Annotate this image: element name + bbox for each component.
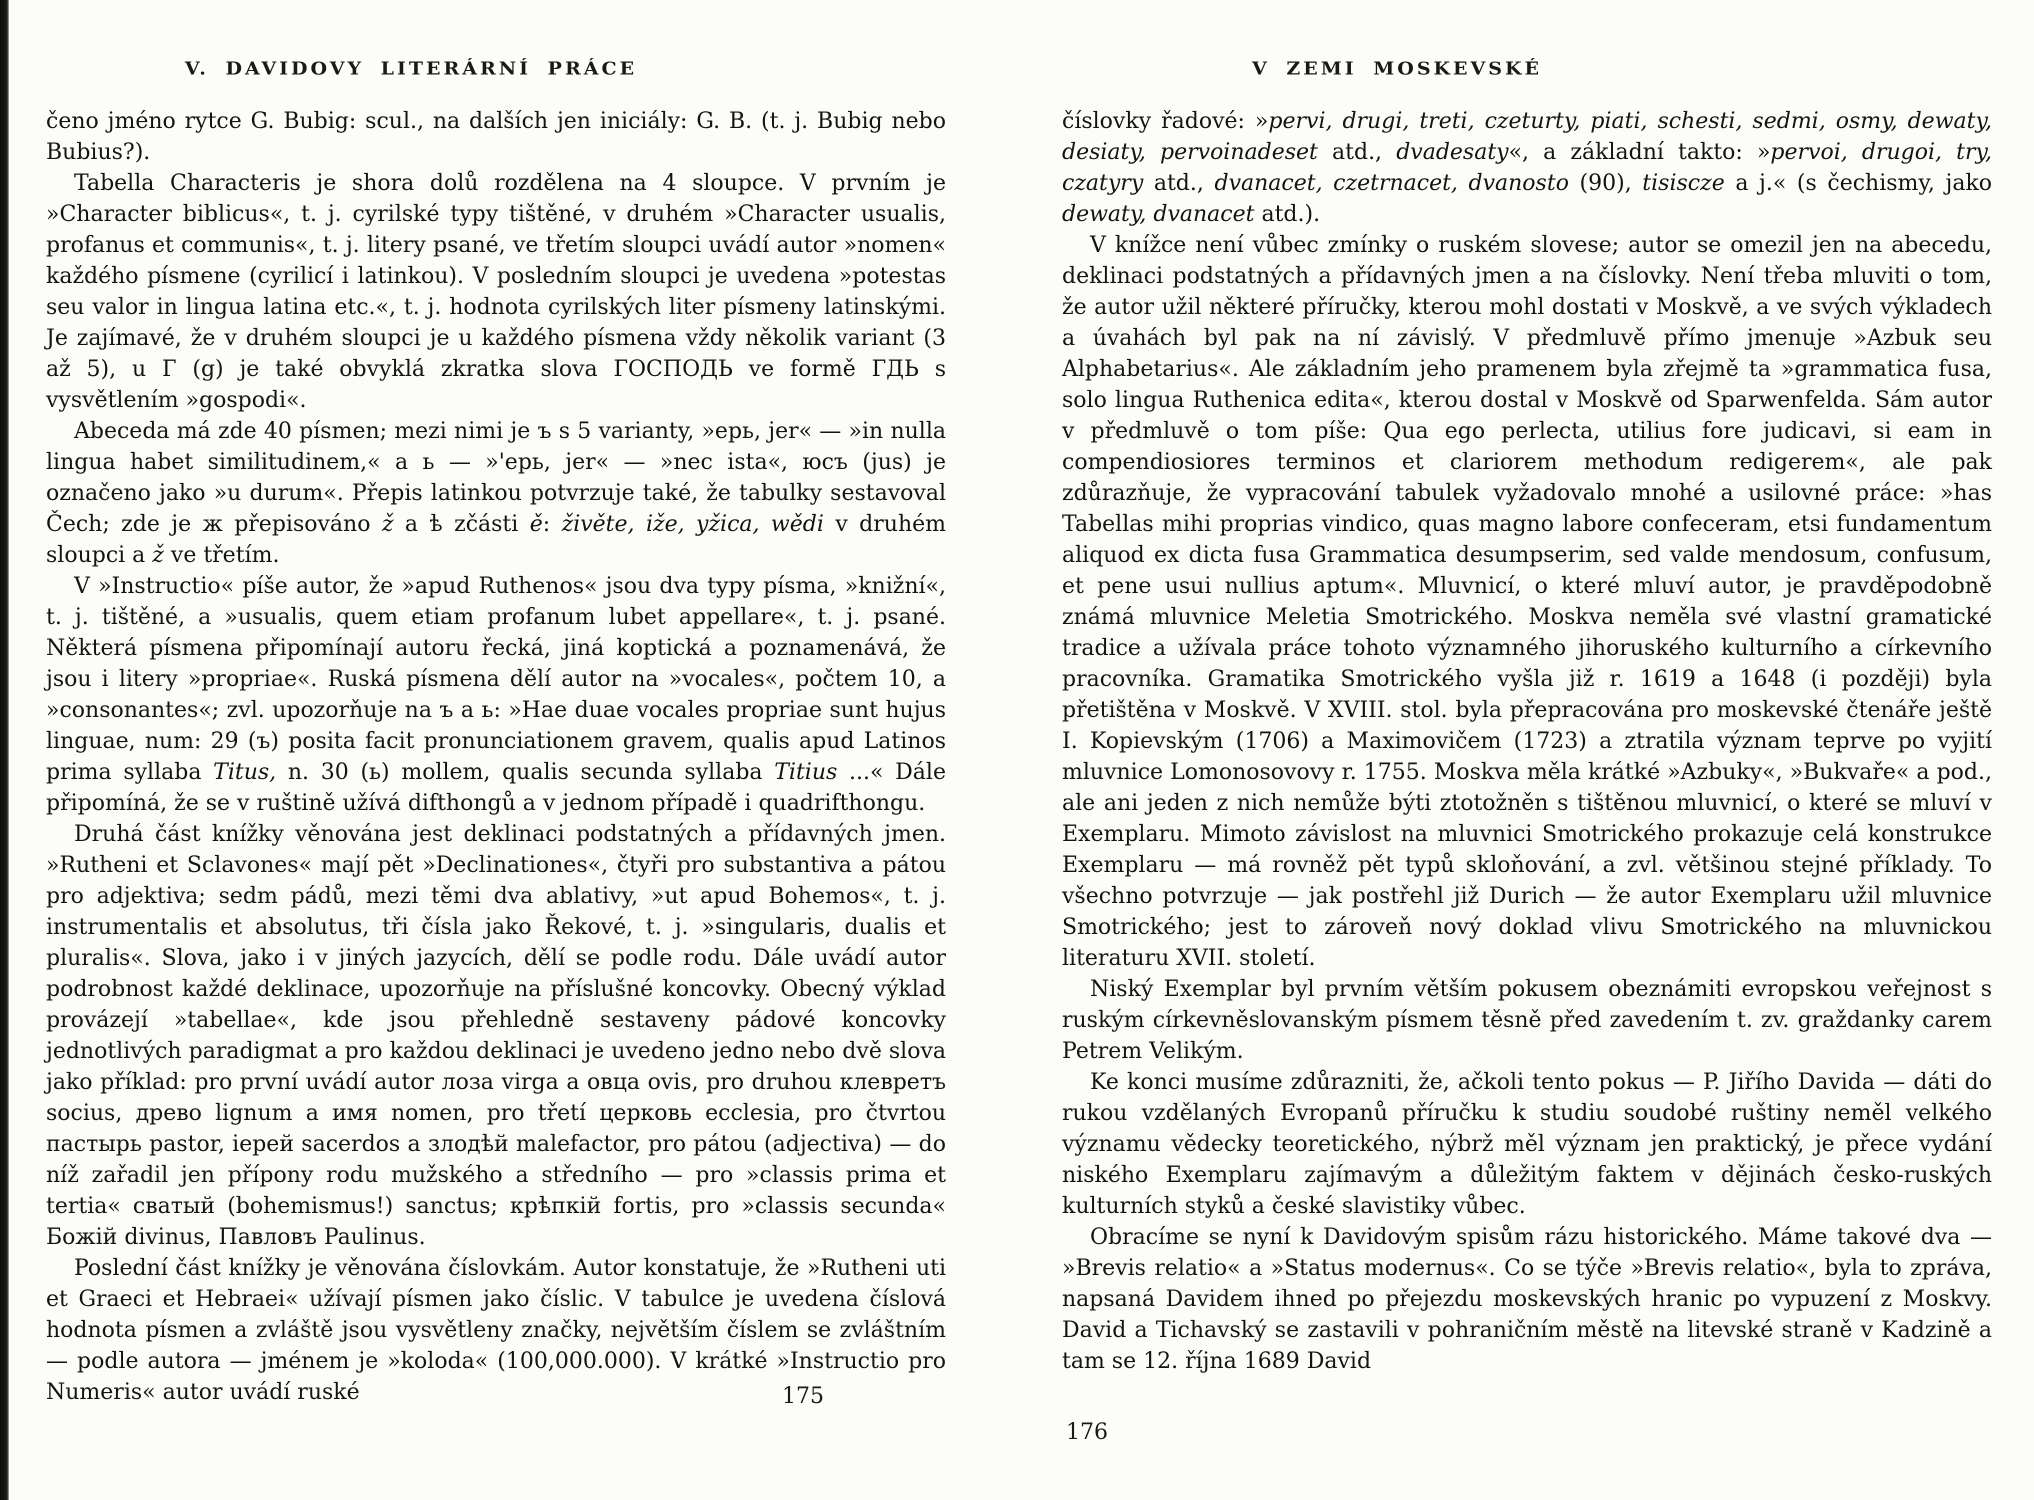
- text-segment: atd.,: [1317, 140, 1397, 165]
- text-segment: dvadesaty: [1396, 140, 1509, 165]
- paragraph: [46, 819, 946, 1253]
- right-page-body: [1062, 106, 1992, 1377]
- paragraph: [46, 571, 946, 819]
- left-page-body: [46, 106, 946, 1408]
- text-segment: ě: [529, 512, 543, 537]
- paragraph: [46, 416, 946, 571]
- paragraph: [1062, 1222, 1992, 1377]
- right-page: [1062, 58, 1992, 1377]
- text-segment: pervi, drugi, treti, czeturty, piati, schesti, sedmi, osmy, dewaty, desiaty, pervoinadeset: [1062, 109, 1992, 165]
- left-page-number: 175: [782, 1384, 824, 1409]
- text-segment: ...« Dále připomíná, že se v ruštině užívá difthongů a v jednom případě i quadrifthongu.: [46, 760, 946, 816]
- paragraph: [46, 106, 946, 168]
- text-segment: živěte, iže, yžica, wědi: [561, 512, 824, 537]
- left-page: [46, 58, 946, 1408]
- paragraph: [1062, 1067, 1992, 1222]
- text-segment: Tabella Characteris je shora dolů rozdělena na 4 sloupce. V prvním je »Character biblicus«, t. j. cyrilské typy tištěné, v druhém »Character usualis, profanus et communis«, t. j. litery psané, ve třetím sloupci uvádí autor »nomen« každého písmene (cyrilicí i latinkou). V posledním sloupci je uvedena »potestas seu valor in lingua latina etc.«, t. j. hodnota cyrilských liter písmeny latinskými. Je zajímavé, že v druhém sloupci je u každého písmena vždy několik variant (3 až 5), u Г (g) je také obvyklá zkratka slova ГОСПОДЬ ve formě ГДЬ s vysvětlením »gospodi«.: [46, 171, 946, 413]
- text-segment: ž: [152, 543, 164, 568]
- text-segment: dewaty, dvanacet: [1062, 202, 1255, 227]
- text-segment: Niský Exemplar byl prvním větším pokusem obeznámiti evropskou veřejnost s ruským církevněslovanským písmem těsně před zavedením t. zv. graždanky carem Petrem Velikým.: [1062, 977, 1992, 1064]
- text-segment: Abeceda má zde 40 písmen; mezi nimi je ъ s 5 varianty, »ерь, jer« — »in nulla lingua habet similitudinem,« a ь — »'ерь, jer« — »nec ista«, юсъ (jus) je označeno jako »u durum«. Přepis latinkou potvrzuje také, že tabulky sestavoval Čech; zde je ж přepisováno: [46, 419, 946, 537]
- text-segment: Druhá část knížky věnována jest deklinaci podstatných a přídavných jmen. »Rutheni et Sclavones« mají pět »Declinationes«, čtyři pro substantiva a pátou pro adjektiva; sedm pádů, mezi těmi dva ablativy, »ut apud Bohemos«, t. j. instrumentalis et absolutus, tři čísla jako Řekové, t. j. »singularis, dualis et pluralis«. Slova, jako i v jiných jazycích, dělí se podle rodu. Dále uvádí autor podrobnost každé deklinace, upozorňuje na příslušné koncovky. Obecný výklad provázejí »tabellae«, kde jsou přehledně sestaveny pádové koncovky jednotlivých paradigmat a pro každou deklinaci je uvedeno jedno nebo dvě slova jako příklad: pro první uvádí autor лоза virga a овца ovis, pro druhou клевретъ socius, древо lignum a имя nomen, pro třetí церковь ecclesia, pro čtvrtou пастырь pastor, іерей sacerdos a злодѣй malefactor, pro pátou (adjectiva) — do níž zařadil jen přípony rodu mužského a středního — pro »classis prima et tertia« сватый (bohemismus!) sanctus; крѣпкій fortis, pro »classis secunda« Божій divinus, Павловъ Paulinus.: [46, 822, 946, 1250]
- text-segment: n. 30 (ь) mollem, qualis secunda syllaba: [276, 760, 775, 785]
- text-segment: Obracíme se nyní k Davidovým spisům rázu historického. Máme takové dva — »Brevis relatio« a »Status modernus«. Co se týče »Brevis relatio«, byla to zpráva, napsaná Davidem ihned po přejezdu moskevských hranic po vypuzení z Moskvy. David a Tichavský se zastavili v pohraničním městě na litevské straně v Kadzině a tam se 12. října 1689 David: [1062, 1225, 1992, 1374]
- text-segment: atd.,: [1143, 171, 1215, 196]
- text-segment: (90),: [1568, 171, 1643, 196]
- text-segment: ve třetím.: [163, 543, 280, 568]
- text-segment: v druhém sloupci a: [46, 512, 946, 568]
- text-segment: atd.).: [1254, 202, 1321, 227]
- paragraph: [46, 168, 946, 416]
- text-segment: čeno jméno rytce G. Bubig: scul., na dalších jen iniciály: G. B. (t. j. Bubig nebo Bubius?).: [46, 109, 946, 165]
- text-segment: Titus,: [213, 760, 277, 785]
- text-segment: V knížce není vůbec zmínky o ruském slovese; autor se omezil jen na abecedu, deklinaci podstatných a přídavných jmen a na číslovky. Není třeba mluviti o tom, že autor užil některé příručky, kterou mohl dostati v Moskvě, a ve svých výkladech a úvahách byl pak na ní závislý. V předmluvě přímo jmenuje »Azbuk seu Alphabetarius«. Ale základním jeho pramenem byla zřejmě ta »grammatica fusa, solo lingua Ruthenica edita«, kterou dostal v Moskvě od Sparwenfelda. Sám autor v předmluvě o tom píše: Qua ego perlecta, utilius fore judicavi, si eam in compendiosiores terminos et clariorem methodum redigerem«, ale pak zdůrazňuje, že vypracování tabulek vyžadovalo mnohé a usilovné práce: »has Tabellas mihi proprias vindico, quas magno labore confeceram, etsi fundamentum aliquod ex dicta fusa Grammatica desumpserim, sed valde mendosum, confusum, et pene usui nullius aptum«. Mluvnicí, o které mluví autor, je pravděpodobně známá mluvnice Meletia Smotrického. Moskva neměla své vlastní gramatické tradice a užívala práce tohoto významného jihoruského kulturního a církevního pracovníka. Gramatika Smotrického vyšla již r. 1619 a 1648 (i později) byla přetištěna v Moskvě. V XVIII. stol. byla přepracována pro moskevské čtenáře ještě I. Kopievským (1706) a Maximovičem (1723) a ztratila význam teprve po vyjití mluvnice Lomonosovovy r. 1755. Moskva měla krátké »Azbuky«, »Bukvaře« a pod., ale ani jeden z nich nemůže býti ztotožněn s tištěnou mluvnicí, o které se mluví v Exemplaru. Mimoto závislost na mluvnici Smotrického prokazuje celá konstrukce Exemplaru — má rovněž pět typů skloňování, a zvl. většinou stejné příklady. To všechno potvrzuje — jak postřehl již Durich — že autor Exemplaru užil mluvnice Smotrického; jest to zároveň nový doklad vlivu Smotrického na mluvnickou literaturu XVII. století.: [1062, 233, 1992, 971]
- paragraph: [1062, 230, 1992, 974]
- text-segment: «, a základní takto: »: [1508, 140, 1771, 165]
- paragraph: [1062, 106, 1992, 230]
- text-segment: pervoi, drugoi, try, czatyry: [1062, 140, 1992, 196]
- paragraph: [1062, 974, 1992, 1067]
- left-running-header: V. DAVIDOVY LITERÁRNÍ PRÁCE: [184, 58, 638, 80]
- text-segment: dvanacet, czetrnacet, dvanosto: [1214, 171, 1569, 196]
- scan-edge-shadow: [0, 0, 9, 1500]
- text-segment: :: [542, 512, 562, 537]
- text-segment: ž: [381, 512, 394, 537]
- right-page-number: 176: [1066, 1420, 1108, 1445]
- text-segment: Ke konci musíme zdůrazniti, že, ačkoli tento pokus — P. Jiřího Davida — dáti do rukou vzdělaných Evropanů příručku k studiu soudobé ruštiny neměl velkého významu vědecky teoretického, nýbrž měl význam jen praktický, je přece vydání niského Exemplaru zajímavým a důležitým faktem v dějinách česko-ruských kulturních styků a české slavistiky vůbec.: [1062, 1070, 1992, 1219]
- text-segment: a ѣ zčásti: [393, 512, 530, 537]
- text-segment: V »Instructio« píše autor, že »apud Ruthenos« jsou dva typy písma, »knižní«, t. j. tištěné, a »usualis, quem etiam profanum lubet appellare«, t. j. psané. Některá písmena připomínají autoru řecká, jiná koptická a poznamenává, že jsou i litery »propriae«. Ruská písmena dělí autor na »vocales«, počtem 10, a »consonantes«; zvl. upozorňuje na ъ a ь: »Hae duae vocales propriae sunt hujus linguae, num: 29 (ъ) posita facit pronunciationem gravem, qualis apud Latinos prima syllaba: [46, 574, 946, 785]
- text-segment: Titius: [774, 760, 838, 785]
- text-segment: a j.« (s čechismy, jako: [1724, 171, 1993, 196]
- text-segment: Poslední část knížky je věnována číslovkám. Autor konstatuje, že »Rutheni uti et Graeci et Hebraei« užívají písmen jako číslic. V tabulce je uvedena číslová hodnota písmen a zvláště jsou vysvětleny značky, největším číslem se zvláštním — podle autora — jménem je »koloda« (100,000.000). V krátké »Instructio pro Numeris« autor uvádí ruské: [46, 1256, 946, 1405]
- right-running-header: V ZEMI MOSKEVSKÉ: [1252, 58, 1542, 80]
- text-segment: číslovky řadové: »: [1062, 109, 1269, 134]
- text-segment: tisiscze: [1642, 171, 1725, 196]
